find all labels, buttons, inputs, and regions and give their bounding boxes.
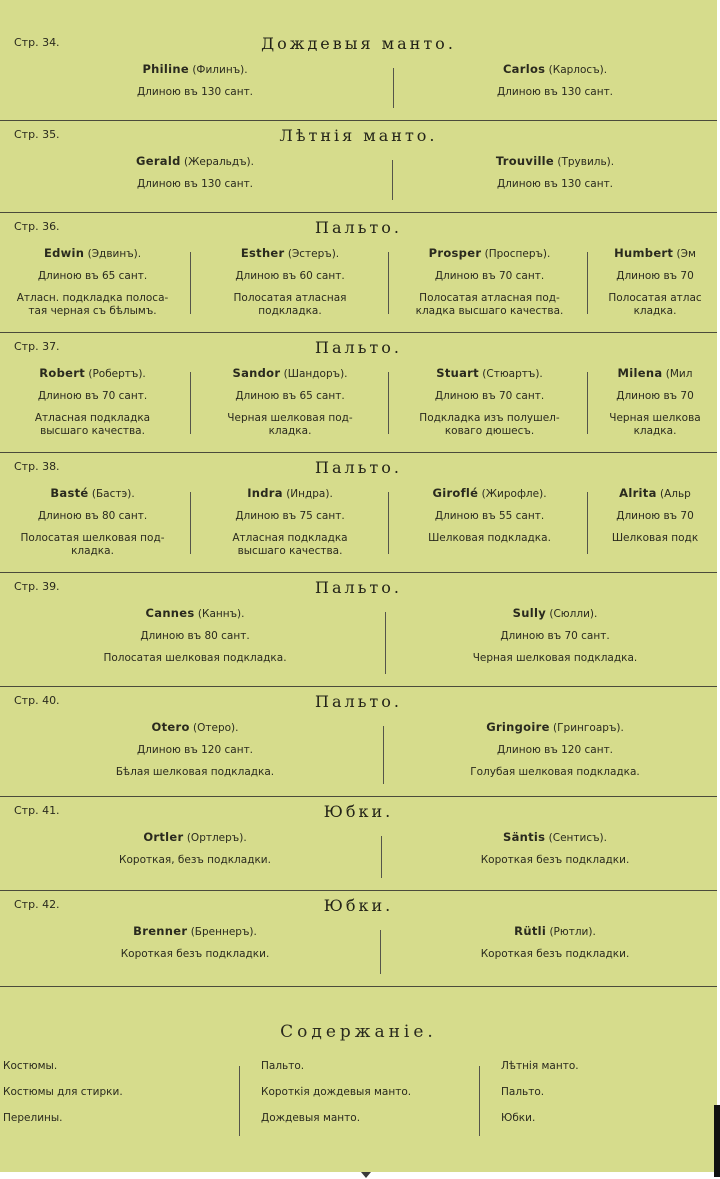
column-divider <box>393 68 394 108</box>
contents-title: Содержаніе. <box>280 1022 437 1042</box>
product-lining: Полосатая атласная подкладка. <box>233 292 347 317</box>
product-length: Длиною въ 80 сант. <box>37 510 148 522</box>
product-length: Короткая безъ подкладки. <box>480 948 630 960</box>
product-name-line <box>392 247 587 261</box>
product-name-russian: (Каннъ). <box>197 608 245 620</box>
product-lining: Бѣлая шелковая подкладка. <box>115 766 275 778</box>
contents-entry: Костюмы для стирки. <box>3 1086 123 1098</box>
page-number: Стр. 37. <box>14 340 60 353</box>
product-name-line <box>40 925 350 939</box>
product-item <box>40 721 350 779</box>
product-name: Rütli <box>514 924 547 938</box>
product-name: Stuart <box>436 366 479 380</box>
contents-entry: Пальто. <box>501 1086 545 1098</box>
product-name: Basté <box>50 486 89 500</box>
product-name: Humbert <box>614 246 674 260</box>
product-name: Indra <box>247 486 283 500</box>
column-divider <box>388 252 389 314</box>
product-name-line <box>400 721 710 735</box>
catalog-section <box>0 28 717 121</box>
page-number: Стр. 35. <box>14 128 60 141</box>
product-name: Giroflé <box>432 486 479 500</box>
product-name-line <box>40 721 350 735</box>
product-name-russian: (Бастэ). <box>91 488 135 500</box>
product-item <box>40 607 350 665</box>
catalog-section <box>0 686 717 797</box>
contents-entry: Короткія дождевыя манто. <box>261 1086 412 1098</box>
product-length: Длиною въ 130 сант. <box>496 178 614 190</box>
product-lining: Черная шелковая под- кладка. <box>227 412 353 437</box>
catalog-section <box>0 212 717 333</box>
product-name-russian: (Бреннеръ). <box>190 926 257 938</box>
product-item <box>40 63 350 99</box>
product-length: Длиною въ 130 сант. <box>136 178 254 190</box>
product-length: Длиною въ 130 сант. <box>496 86 614 98</box>
contents-column-2 <box>261 1060 411 1138</box>
column-divider <box>388 492 389 554</box>
product-name: Edwin <box>43 246 85 260</box>
product-name-line <box>40 831 350 845</box>
product-length: Длиною въ 70 <box>616 390 694 402</box>
product-name-line <box>400 155 710 169</box>
column-divider <box>392 160 393 200</box>
product-name-line <box>400 831 710 845</box>
column-divider <box>587 492 588 554</box>
product-name-russian: (Рютли). <box>549 926 596 938</box>
product-name-line <box>590 367 717 381</box>
product-length: Короткая безъ подкладки. <box>120 948 270 960</box>
product-length: Длиною въ 55 сант. <box>434 510 545 522</box>
product-name-line <box>392 487 587 501</box>
page-number: Стр. 41. <box>14 804 60 817</box>
product-length: Длиною въ 65 сант. <box>235 390 345 402</box>
column-divider <box>587 372 588 434</box>
product-name-line <box>0 487 185 501</box>
product-name-line <box>195 367 385 381</box>
section-title: Юбки. <box>323 896 394 915</box>
product-name-russian: (Жеральдъ). <box>184 156 254 168</box>
scroll-down-arrow-icon <box>361 1172 371 1178</box>
product-item <box>40 925 350 961</box>
product-item <box>590 367 717 438</box>
product-length: Длиною въ 70 сант. <box>500 630 610 642</box>
contents-entry: Юбки. <box>501 1112 536 1124</box>
product-name-line <box>392 367 587 381</box>
product-name-russian: (Робертъ). <box>88 368 146 380</box>
column-divider <box>190 372 191 434</box>
product-item <box>400 63 710 99</box>
contents-divider <box>239 1066 240 1136</box>
product-item <box>400 721 710 779</box>
product-name-russian: (Мил <box>665 368 693 380</box>
product-item <box>0 487 185 558</box>
product-name: Prosper <box>428 246 482 260</box>
product-length: Длиною въ 70 <box>616 510 694 522</box>
product-name-line <box>400 925 710 939</box>
product-name: Säntis <box>503 830 546 844</box>
product-lining: Полосатая шелковая под- кладка. <box>20 532 165 557</box>
page-number: Стр. 40. <box>14 694 60 707</box>
contents-column-3 <box>501 1060 579 1138</box>
product-length: Длиною въ 70 сант. <box>434 270 545 282</box>
product-name: Sully <box>512 606 547 620</box>
column-divider <box>190 492 191 554</box>
section-title: Пальто. <box>315 578 402 597</box>
page-number: Стр. 34. <box>14 36 60 49</box>
product-name-russian: (Эстеръ). <box>287 248 340 260</box>
section-title: Лѣтнія манто. <box>279 126 438 145</box>
product-name-russian: (Ортлеръ). <box>186 832 247 844</box>
product-name-line <box>0 247 185 261</box>
catalog-section <box>0 572 717 687</box>
product-name-russian: (Карлосъ). <box>548 64 608 76</box>
product-length: Длиною въ 120 сант. <box>136 744 254 756</box>
product-name-line <box>590 487 717 501</box>
catalog-section <box>0 890 717 987</box>
product-item <box>400 831 710 867</box>
product-name: Sandor <box>232 366 281 380</box>
column-divider <box>388 372 389 434</box>
product-item <box>195 487 385 558</box>
product-name: Otero <box>151 720 190 734</box>
product-name: Cannes <box>145 606 195 620</box>
column-divider <box>587 252 588 314</box>
column-divider <box>190 252 191 314</box>
product-item <box>400 925 710 961</box>
product-item <box>40 831 350 867</box>
section-title: Пальто. <box>315 338 402 357</box>
page-number: Стр. 39. <box>14 580 60 593</box>
product-name-russian: (Эдвинъ). <box>87 248 142 260</box>
product-item <box>392 367 587 438</box>
product-name: Brenner <box>133 924 188 938</box>
product-name-russian: (Сюлли). <box>549 608 598 620</box>
product-lining: Шелковая подкладка. <box>428 532 551 544</box>
product-item <box>392 487 587 545</box>
contents-divider <box>479 1066 480 1136</box>
product-name-line <box>40 63 350 77</box>
product-name: Philine <box>142 62 189 76</box>
product-name-line <box>195 487 385 501</box>
product-name-line <box>195 247 385 261</box>
product-length: Длиною въ 70 сант. <box>37 390 148 402</box>
product-name-russian: (Трувиль). <box>557 156 615 168</box>
section-title: Пальто. <box>315 458 402 477</box>
product-item <box>195 247 385 318</box>
product-length: Короткая, безъ подкладки. <box>119 854 271 866</box>
contents-entry: Перелины. <box>3 1112 63 1124</box>
product-name-russian: (Сентисъ). <box>548 832 607 844</box>
catalog-section <box>0 332 717 453</box>
product-length: Короткая безъ подкладки. <box>480 854 630 866</box>
product-name-russian: (Проспeръ). <box>484 248 551 260</box>
catalog-section <box>0 120 717 213</box>
product-length: Длиною въ 70 <box>616 270 694 282</box>
product-item <box>590 487 717 545</box>
product-name: Trouville <box>495 154 555 168</box>
product-lining: Атласная подкладка высшаго качества. <box>34 412 151 437</box>
column-divider <box>383 726 384 784</box>
product-name-line <box>400 607 710 621</box>
product-lining: Полосатая атласная под- кладка высшаго качества. <box>415 292 564 317</box>
product-name-russian: (Отеро). <box>193 722 239 734</box>
product-name-russian: (Грингоаръ). <box>553 722 624 734</box>
product-lining: Черная шелковая подкладка. <box>472 652 638 664</box>
product-name: Milena <box>617 366 663 380</box>
product-length: Длиною въ 60 сант. <box>235 270 345 282</box>
product-name-line <box>590 247 717 261</box>
product-length: Длиною въ 70 сант. <box>434 390 545 402</box>
product-name: Carlos <box>502 62 546 76</box>
product-item <box>400 155 710 191</box>
contents-entry: Костюмы. <box>3 1060 58 1072</box>
product-name-russian: (Альр <box>660 488 691 500</box>
product-name-russian: (Индра). <box>286 488 333 500</box>
product-length: Длиною въ 65 сант. <box>37 270 148 282</box>
product-name: Esther <box>240 246 285 260</box>
page-number: Стр. 38. <box>14 460 60 473</box>
product-name-russian: (Шандоръ). <box>283 368 348 380</box>
product-lining: Голубая шелковая подкладка. <box>470 766 640 778</box>
product-length: Длиною въ 80 сант. <box>140 630 250 642</box>
product-name-line <box>40 155 350 169</box>
product-item <box>0 247 185 318</box>
product-lining: Атласная подкладка высшаго качества. <box>232 532 348 557</box>
product-length: Длиною въ 75 сант. <box>235 510 345 522</box>
product-name-russian: (Жирофле). <box>481 488 547 500</box>
product-lining: Полосатая атлас кладка. <box>608 292 702 317</box>
contents-entry: Пальто. <box>261 1060 305 1072</box>
column-divider <box>385 612 386 674</box>
product-name-line <box>0 367 185 381</box>
section-title: Дождевыя манто. <box>261 34 456 53</box>
product-item <box>590 247 717 318</box>
product-name-russian: (Эм <box>676 248 696 260</box>
product-lining: Атласн. подкладка полоса- тая черная съ бѣлымъ. <box>16 292 169 317</box>
section-title: Юбки. <box>323 802 394 821</box>
page-number: Стр. 42. <box>14 898 60 911</box>
product-item <box>195 367 385 438</box>
product-lining: Подкладка изъ полушел- коваго дюшесъ. <box>419 412 560 437</box>
product-name: Alrita <box>619 486 657 500</box>
product-length: Длиною въ 130 сант. <box>136 86 254 98</box>
product-name-russian: (Филинъ). <box>192 64 248 76</box>
product-item <box>0 367 185 438</box>
product-name-line <box>40 607 350 621</box>
page-number: Стр. 36. <box>14 220 60 233</box>
product-item <box>400 607 710 665</box>
section-title: Пальто. <box>315 218 402 237</box>
catalog-section <box>0 452 717 573</box>
product-item <box>392 247 587 318</box>
table-of-contents <box>0 990 717 1172</box>
product-length: Длиною въ 120 сант. <box>496 744 614 756</box>
product-name: Gringoire <box>486 720 550 734</box>
contents-entry: Лѣтнія манто. <box>501 1060 579 1072</box>
contents-entry: Дождевыя манто. <box>261 1112 361 1124</box>
section-title: Пальто. <box>315 692 402 711</box>
product-name: Robert <box>39 366 85 380</box>
column-divider <box>380 930 381 974</box>
contents-column-1 <box>3 1060 123 1138</box>
catalog-section <box>0 796 717 891</box>
product-lining: Черная шелкова кладка. <box>609 412 701 437</box>
column-divider <box>381 836 382 878</box>
product-name-russian: (Стюартъ). <box>482 368 543 380</box>
product-name: Ortler <box>143 830 184 844</box>
page-edge-mark <box>714 1105 720 1177</box>
product-item <box>40 155 350 191</box>
product-lining: Полосатая шелковая подкладка. <box>103 652 287 664</box>
product-name: Gerald <box>136 154 181 168</box>
product-lining: Шелковая подк <box>611 532 699 544</box>
product-name-line <box>400 63 710 77</box>
